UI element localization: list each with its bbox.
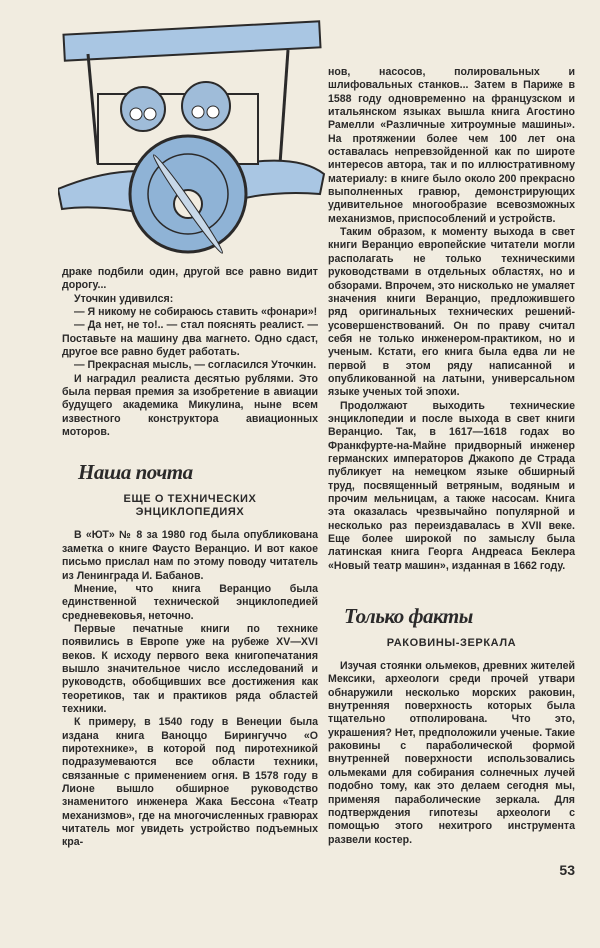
paragraph: В «ЮТ» № 8 за 1980 год была опубликована заметка о книге Фаусто Веранцио. И вот какое письмо прислал нам по этому поводу читатель из Ленинграда И. Бабанов. xyxy=(62,529,318,582)
article-title-line: ЭНЦИКЛОПЕДИЯХ xyxy=(135,506,245,519)
paragraph: Первые печатные книги по технике появились в Европе уже на рубеже XV—XVI веков. К исходу первого века книгопечатания вышло значительное число исследований и руководств, обобщивших все достижения как теоретиков, так и практиков ряда областей техники. xyxy=(62,622,318,715)
article-title-line: ЕЩЕ О ТЕХНИЧЕСКИХ xyxy=(123,493,257,506)
paragraph: — Прекрасная мысль, — согласился Уточкин. xyxy=(74,359,317,372)
paragraph: — Я никому не собираюсь ставить «фонари»! xyxy=(74,306,318,319)
paragraph: драке подбили один, другой все равно видит дорогу... xyxy=(62,266,318,292)
paragraph: Изучая стоянки ольмеков, древних жителей Мексики, археологи среди прочей утвари обнаружили несколько морских раковин, внутренняя поверхность которых была тщательно отполирована. Что это, украшения? Нет, предположили ученые. Такие раковины с параболической формой внутренней поверхности использовались ольмеками для собирания солнечных лучей подобно тому, как это делаем сегодня мы, применяя параболические зеркала. Для подтверждения гипотезы археологи с помощью этого нехитрого инструмента развели костер. xyxy=(328,660,575,846)
rubric-nasha-pochta: Наша почта xyxy=(78,460,193,485)
biplane-illustration xyxy=(58,14,326,264)
paragraph: И наградил реалиста десятью рублями. Это была первая премия за изобретение в авиации будущего академика Микулина, ныне всем известного конструктора авиационных моторов. xyxy=(62,372,318,439)
paragraph: — Да нет, не то!.. — стал пояснять реалист. — Поставьте на машину два магнето. Одно сдаст, другое все равно будет работать. xyxy=(62,319,318,359)
left-column xyxy=(62,266,318,850)
article-title: РАКОВИНЫ-ЗЕРКАЛА xyxy=(386,637,517,650)
page-number: 53 xyxy=(559,861,575,878)
paragraph: Таким образом, к моменту выхода в свет книги Веранцио европейские читатели могли располагать не только техническими руководствами в отдельных областях, но и обзорами. Впрочем, это нисколько не умаляет значения книги Веранцио, предложившего ряд оригинальных технических решений-усовершенствований. Он по праву считал себя не только инженером-практиком, но и ученым. Кстати, его книга была едва ли не первой в этом ряду написанной и опубликованной на латыни, универсальном языке ученых той эпохи. xyxy=(328,226,575,399)
paragraph: К примеру, в 1540 году в Венеции была издана книга Ваноццо Бирингуччо «О пиротехнике», в которой под пиротехникой подразумеваются все области техники, связанные с применением огня. В 1578 году в Лионе вышло обширное руководство знаменитого инженера Жака Бессона «Театр механизмов», где на многочисленных гравюрах читатель мог увидеть устройство подъемных кра- xyxy=(62,716,318,849)
article-title xyxy=(62,493,318,519)
right-column xyxy=(328,66,575,879)
rubric-tolko-fakty: Только факты xyxy=(344,604,473,629)
paragraph: Уточкин удивился: xyxy=(74,292,174,305)
paragraph: Мнение, что книга Веранцио была единственной технической энциклопедией средневековья, неточно. xyxy=(62,582,318,622)
paragraph: нов, насосов, полировальных и шлифовальных станков... Затем в Париже в 1588 году одновременно на французском и итальянском языках вышла книга Агостино Рамелли «Различные хитроумные машины». На протяжении более чем 100 лет она оставалась непревзойденной как по широте интересов автора, так и по иллюстративному материалу: в книге было около 200 прекрасно выполненных гравюр, демонстрирующих удивительное многообразие всевозможных механизмов, приспособлений и устройств. xyxy=(328,66,575,225)
paragraph: Продолжают выходить технические энциклопедии и после выхода в свет книги Веранцио. Так, в 1617—1618 годах во Франкфурте-на-Майне придворный инженер германских императоров Джакопо де Страда публикует на немецком языке обширный труд, посвященный ветряным, водяным и прочим мельницам, а также насосам. Книга эта оказалась чрезвычайно популярной и несколько раз переиздавалась в XVII веке. Еще более широкой по замыслу была латинская книга Георга Андреаса Беклера «Новый театр машин», изданная в 1662 году. xyxy=(328,399,575,572)
